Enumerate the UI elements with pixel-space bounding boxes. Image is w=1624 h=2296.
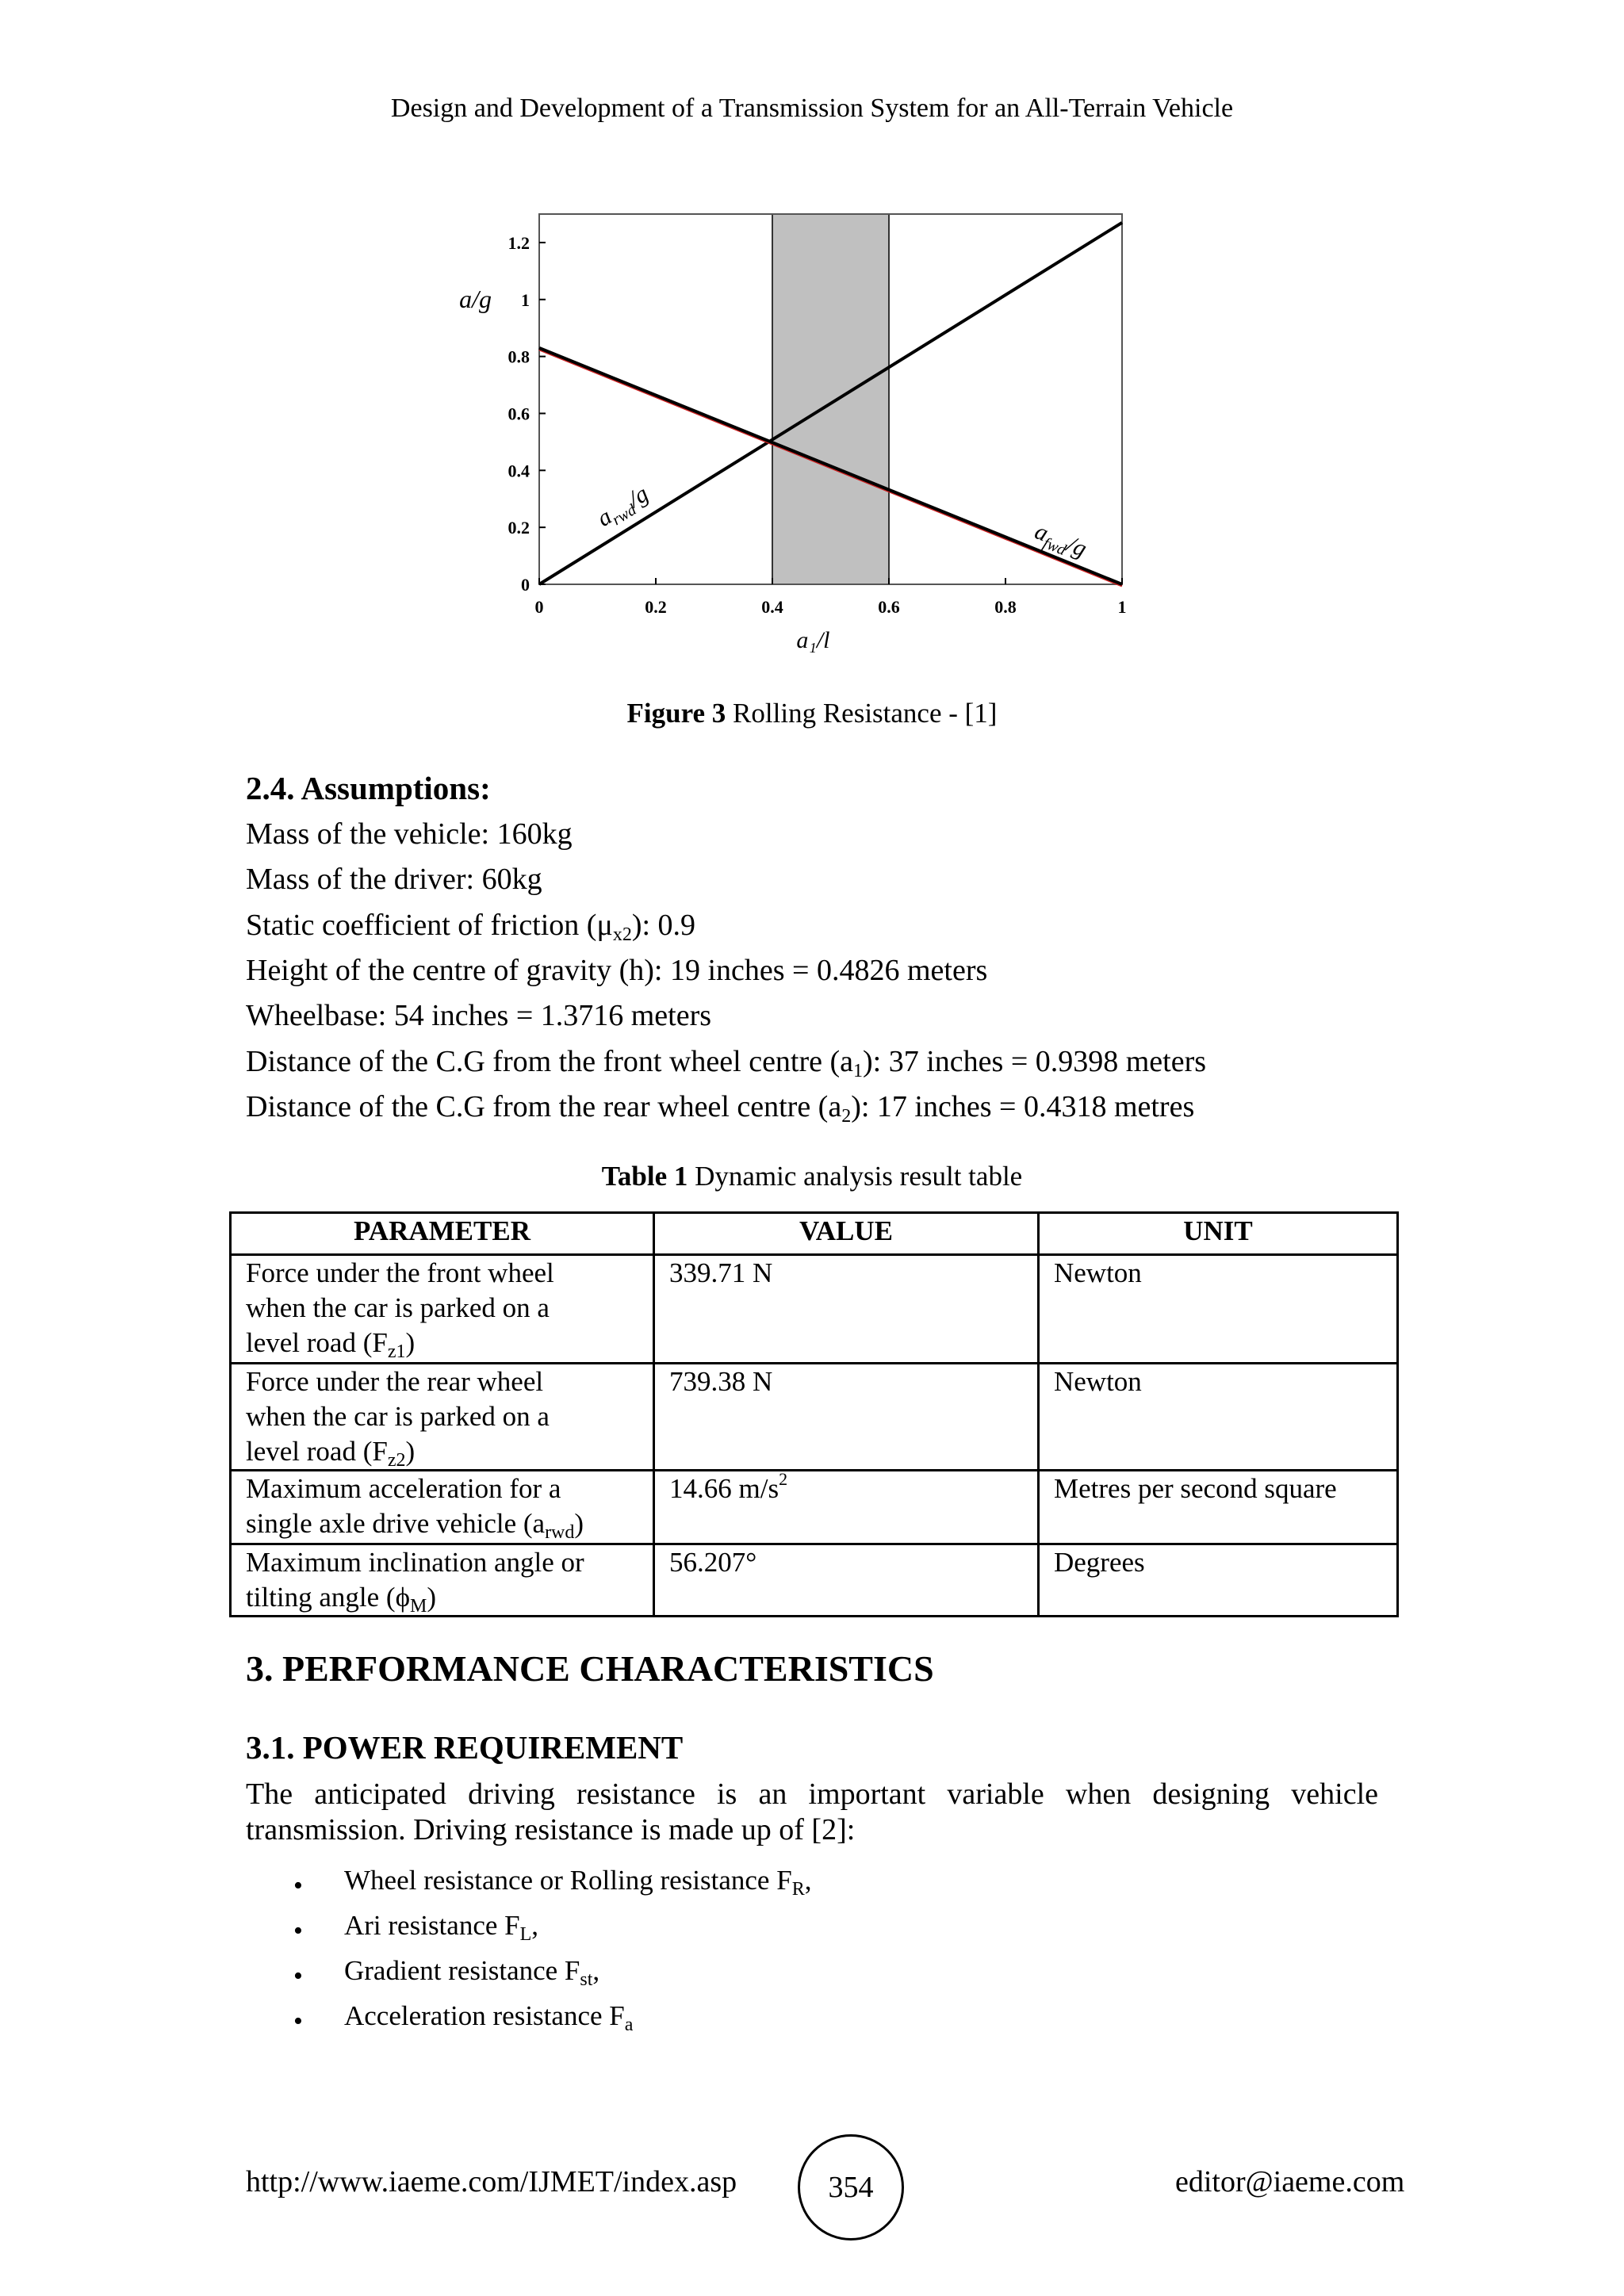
bullet-glyph: •: [293, 1871, 303, 1900]
chart: [444, 190, 1158, 674]
y-tick-label: 0.8: [508, 346, 530, 367]
x-tick-label: 0.8: [994, 597, 1017, 617]
section-3-1-heading: 3.1. POWER REQUIREMENT: [246, 1729, 684, 1766]
assumption-friction: Static coefficient of friction $(\mu_{x2})$: 0.9: [246, 909, 696, 945]
value-cell: 339.71 N: [654, 1255, 1039, 1364]
page-number: 354: [798, 2134, 904, 2241]
figure-caption: Figure 3 Rolling Resistance - [1]: [626, 698, 998, 729]
section-3-heading: 3. PERFORMANCE CHARACTERISTICS: [246, 1648, 934, 1689]
table-row: [231, 1471, 1398, 1544]
assumption-cg-height: Height of the centre of gravity (h): 19 inches = 0.4826 meters: [246, 954, 988, 987]
y-tick-label: 0.4: [508, 461, 530, 481]
param-cell: Maximum inclination angle or tilting angle $(\phi_M)$: [231, 1544, 654, 1617]
x-tick-label: 0.6: [878, 597, 900, 617]
assumption-rear-distance: Distance of the C.G from the rear wheel centre $(a_2)$: 17 inches = 0.4318 metres: [246, 1090, 1195, 1127]
running-header: Design and Development of a Transmission System for an All-Terrain Vehicle: [390, 94, 1234, 123]
unit-cell: Metres per second square: [1039, 1471, 1398, 1544]
assumption-driver-mass: Mass of the driver: 60kg: [246, 863, 542, 896]
x-tick-label: 0: [534, 597, 544, 617]
x-tick-label: 1: [1117, 597, 1127, 617]
x-axis-label: a₁/l: [796, 627, 830, 653]
param-cell: Force under the front wheel when the car is parked on a level road $(F_{z1})$: [231, 1255, 654, 1364]
unit-cell: Degrees: [1039, 1544, 1398, 1617]
y-tick-label: 0.2: [508, 518, 530, 538]
rolling-resistance-figure: [444, 190, 1158, 674]
bullet-glyph: •: [293, 1916, 303, 1946]
series-label-fwd: $a_{fwd}/g$: [1031, 518, 1091, 563]
col-header-value: VALUE: [654, 1213, 1039, 1255]
unit-cell: Newton: [1039, 1255, 1398, 1364]
table-row: [231, 1255, 1398, 1364]
power-requirement-paragraph: The anticipated driving resistance is an important variable when designing vehicle transmission. Driving resistance is made up of [2]:: [246, 1777, 1378, 1846]
col-header-unit: UNIT: [1039, 1213, 1398, 1255]
table-caption: Table 1 Dynamic analysis result table: [601, 1161, 1023, 1192]
assumption-front-distance: Distance of the C.G from the front wheel centre $(a_1)$: 37 inches = 0.9398 meters: [246, 1045, 1207, 1081]
value-cell: 739.38 N: [654, 1364, 1039, 1471]
assumption-vehicle-mass: Mass of the vehicle: 160kg: [246, 817, 573, 851]
y-axis-label: a/g: [459, 284, 492, 313]
series-label-rwd: $a_{rwd}/g$: [592, 480, 653, 532]
shaded-region: [772, 214, 889, 584]
x-tick-label: 0.2: [645, 597, 667, 617]
y-tick-label: 0: [521, 575, 530, 595]
assumption-wheelbase: Wheelbase: 54 inches = 1.3716 meters: [246, 999, 712, 1032]
table-row: [231, 1544, 1398, 1617]
table-row: [231, 1364, 1398, 1471]
param-cell: Force under the rear wheel when the car is parked on a level road $(F_{z2})$: [231, 1364, 654, 1471]
unit-cell: Newton: [1039, 1364, 1398, 1471]
value-cell: 14.66 $m/s^2$: [654, 1471, 1039, 1544]
param-cell: Maximum acceleration for a single axle drive vehicle $(a_{rwd})$: [231, 1471, 654, 1544]
y-tick-label: 0.6: [508, 404, 530, 424]
y-tick-label: 1.2: [508, 232, 530, 253]
value-cell: 56.207°: [654, 1544, 1039, 1617]
dynamic-analysis-table: [229, 1211, 1399, 1617]
table-header-row: [231, 1213, 1398, 1255]
col-header-parameter: PARAMETER: [231, 1213, 654, 1255]
footer-email-link[interactable]: editor@iaeme.com: [1175, 2165, 1405, 2198]
footer-url-link[interactable]: http://www.iaeme.com/IJMET/index.asp: [246, 2165, 737, 2198]
y-tick-label: 1: [521, 289, 530, 310]
x-tick-label: 0.4: [761, 597, 783, 617]
bullet-glyph: •: [293, 2007, 303, 2036]
bullet-glyph: •: [293, 1961, 303, 1991]
assumptions-heading: 2.4. Assumptions:: [246, 770, 491, 806]
